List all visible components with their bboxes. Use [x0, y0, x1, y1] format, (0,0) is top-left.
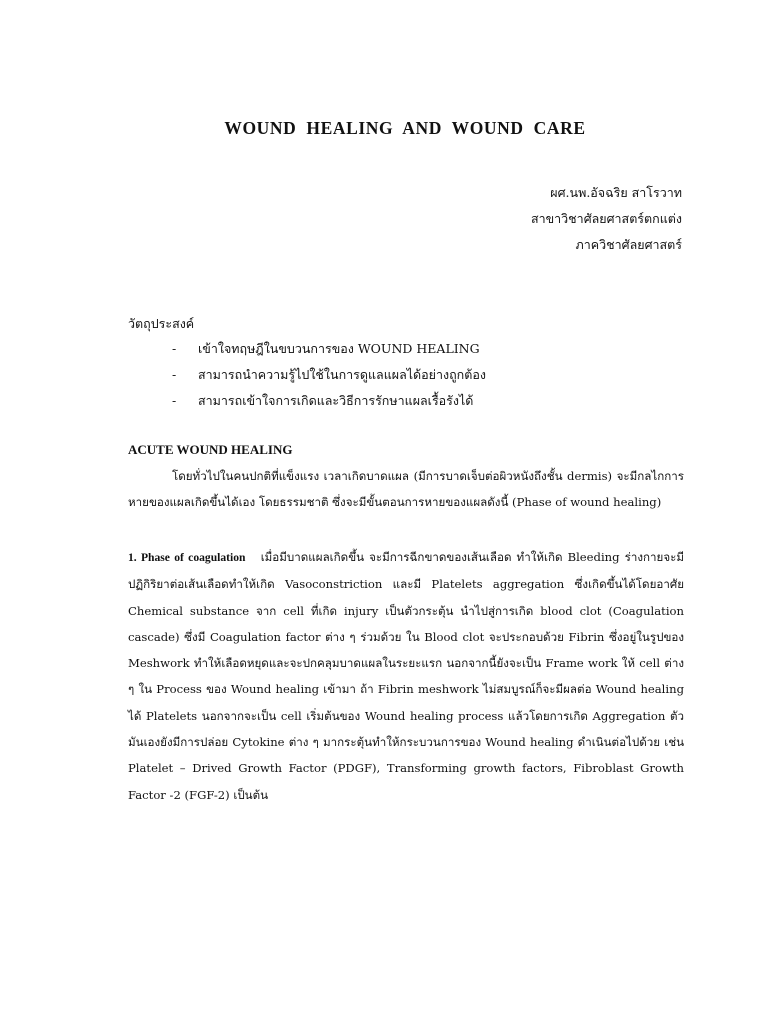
phase-label: 1. Phase of coagulation	[128, 551, 246, 564]
intro-paragraph: โดยทั่วไปในคนปกติที่แข็งแรง เวลาเกิดบาดแผล (มีการบาดเจ็บต่อผิวหนังถึงชั้น dermis) จะมีกลไกการหายของแผลเกิดขึ้นได้เอง โดยธรรมชาติ ซึ่งจะมีขั้นตอนการหายของแผลดังนี้ (Phase of wound healing)	[128, 469, 684, 510]
author-block	[531, 180, 682, 258]
author-department: ภาควิชาศัลยศาสตร์	[575, 237, 682, 252]
bullet-dash: -	[172, 367, 177, 382]
objectives-heading: วัตถุประสงค์	[128, 316, 195, 331]
objective-text: เข้าใจทฤษฎีในขบวนการของ WOUND HEALING	[198, 341, 480, 356]
list-item	[172, 388, 486, 414]
author-name: ผศ.นพ.อัจฉริย สาโรวาท	[550, 185, 682, 200]
objective-text: สามารถเข้าใจการเกิดและวิธีการรักษาแผลเรื้อรังได้	[198, 393, 474, 408]
bullet-dash: -	[172, 341, 177, 356]
phase-coagulation-paragraph	[128, 544, 684, 808]
document-title: WOUND HEALING AND WOUND CARE	[224, 118, 586, 138]
acute-wound-healing-heading: ACUTE WOUND HEALING	[128, 442, 293, 457]
author-division: สาขาวิชาศัลยศาสตร์ตกแต่ง	[530, 211, 682, 226]
phase-text: เมื่อมีบาดแผลเกิดขึ้น จะมีการฉีกขาดของเส้นเลือด ทำให้เกิด Bleeding ร่างกายจะมีปฏิกิริยาต่อเส้นเลือดทำให้เกิด Vasoconstriction และมี Platelets aggregation ซึ่งเกิดขึ้นได้โดยอาศัย Chemical substance จาก cell ที่เกิด injury เป็นตัวกระตุ้น นำไปสู่การเกิด blood clot (Coagulation cascade) ซึ่งมี Coagulation factor ต่าง ๆ ร่วมด้วย ใน Blood clot จะประกอบด้วย Fibrin ซึ่งอยู่ในรูปของ Meshwork ทำให้เลือดหยุดและจะปกคลุมบาดแผลในระยะแรก นอกจากนี้ยังจะเป็น Frame work ให้ cell ต่าง ๆ ใน Process ของ Wound healing เข้ามา ถ้า Fibrin meshwork ไม่สมบูรณ์ก็จะมีผลต่อ Wound healing ได้ Platelets นอกจากจะเป็น cell เริ่มต้นของ Wound healing process แล้วโดยการเกิด Aggregation ตัวมันเองยังมีการปล่อย Cytokine ต่าง ๆ มากระตุ้นทำให้กระบวนการของ Wound healing ดำเนินต่อไปด้วย เช่น Platelet – Drived Growth Factor (PDGF), Transforming growth factors, Fibroblast Growth Factor -2 (FGF-2) เป็นต้น	[128, 550, 684, 802]
list-item	[172, 362, 486, 388]
objective-text: สามารถนำความรู้ไปใช้ในการดูแลแผลได้อย่างถูกต้อง	[198, 367, 486, 382]
objectives-list	[172, 336, 486, 414]
bullet-dash: -	[172, 393, 177, 408]
list-item	[172, 336, 486, 362]
